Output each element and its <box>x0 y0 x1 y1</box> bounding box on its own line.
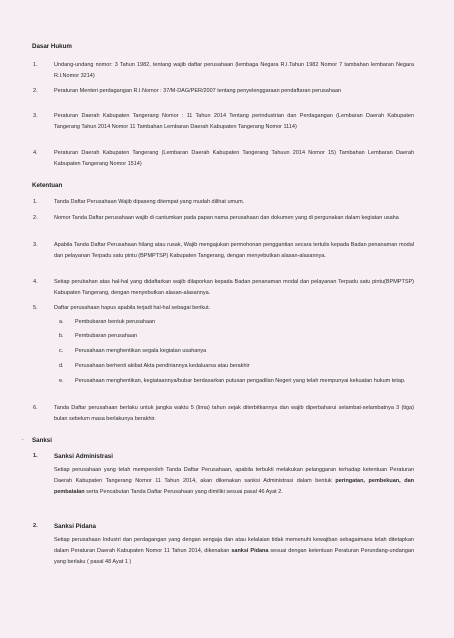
text-part: Setiap perusahaan yang telah memperoleh Tanda Daftar Perusahaan, apabila terbukti melakukan pelanggaran terhadap ketentuan Peraturan Daerah Kabupaten Tangerang Nomor 11 Tahun 2014, akan dikenakan sanksi Administrasi dalam bentuk <box>54 467 414 484</box>
list-number: 2. <box>33 523 38 529</box>
list-item-text: Undang-undang nomor: 3 Tahun 1982, tentang wajib daftar perusahaan (lembaga Negara R.I.Tahun 1982 Nomor 7 tambahan lembaran Negara R.I.Nomor 3214) <box>54 62 414 79</box>
list-number: 1. <box>33 62 38 68</box>
list-item-text: Apabila Tanda Daftar Perusahaan hilang atau rusak, Wajib mengajukan permohonan penggantian secara tertulis kepada Badan penanaman modal dan pelayanan Terpadu satu pintu (BPMPTSP) Kabupaten Tangerang, dengan menyebutkan alasan-alasannya. <box>54 242 414 259</box>
list-number: 5. <box>33 305 38 311</box>
list-item-text: Daftar perusahaan hapus apabila terjadi hal-hal sebagai berikut. <box>54 305 211 311</box>
sub-list-item-text: Perusahaan berhenti akibat Akta pendiriannya kedaluarsa atau berakhir <box>75 363 250 369</box>
sub-list-letter: a. <box>59 319 64 325</box>
sub-list-item-text: Pembubaran bentuk perusahaan <box>75 319 156 325</box>
list-number: 3. <box>33 113 38 119</box>
list-number: 1. <box>33 453 38 459</box>
list-number: 6. <box>33 405 38 411</box>
sub-list-item-text: Perusahaan menghentikan, kegiataannya/bubar berdasarkan putusan pengadilan Negeri yang telah mempunyai kekuatan hukum tetap. <box>75 378 406 384</box>
sub-list-letter: d. <box>59 363 64 369</box>
sub-list-letter: e. <box>59 378 64 384</box>
list-number: 2. <box>33 88 38 94</box>
text-bold: sanksi Pidana <box>231 548 269 554</box>
list-number: 4. <box>33 150 38 156</box>
list-item-text: Peraturan Menteri perdagangan R.I.Nomor : 37/M-DAG/PER/2007 tentang penyelenggaraan pendaftaran perusahaan <box>54 88 342 94</box>
text-part: Setiap perusahaan Industri dan perdagangan yang dengan sengaja dan atau kelalaian tidak memenuhi kewajiban sebagaimana telah ditetapkan dalam Peraturan Daerah Kabupaten Nomor 11 Tahun 2014, dikenakan <box>54 537 414 554</box>
list-item-text: Nomor Tanda Daftar perusahaan wajib di cantumkan pada papan nama perusahaan dan dokumen yang di pergunakan dalam kegiatan usaha <box>54 215 399 221</box>
list-number: 1. <box>33 199 38 205</box>
list-item-text: Tanda Daftar perusahaan berlaku untuk jangka waktu 5 (lima) tahun sejak diterbitkannya dan wajib diperbaharui selambat-selambatnya 3 (tiga) bulan sebelum masa berlakunya berakhir. <box>54 405 414 422</box>
section-heading-sanksi: Sanksi <box>32 437 52 444</box>
text-part: sesuai dengan ketentuan Peraturan Perundang-undangan yang berlaku ( pasal 48 Ayat 1 ) <box>54 548 415 565</box>
section-bullet: . <box>22 436 24 442</box>
list-number: 2. <box>33 215 38 221</box>
list-number: 3. <box>33 242 38 248</box>
sub-list-letter: b. <box>59 333 64 339</box>
list-item-text: Setiap perubahan atas hal-hal yang didaftarkan wajib dilaporkan kepada Badan penanaman modal dan pelayanan Terpadu satu pintu(BPMPTSP) Kabupaten Tangerang, dengan menyebutkan alasan-alasannya. <box>54 279 414 296</box>
subsection-text <box>54 465 414 498</box>
section-heading-dasar-hukum: Dasar Hukum <box>32 43 72 50</box>
sub-list-letter: c. <box>59 348 64 354</box>
sub-list-item-text: Perusahaan menghentikan segala kegiatan usahanya <box>75 348 207 354</box>
text-part: serta Pencabutan Tanda Daftar Perusahaan yang dimiliki sesuai pasal 46 Ayat 2. <box>84 489 283 495</box>
subsection-text <box>54 535 414 568</box>
list-item-text: Peraturan Daerah Kabupaten Tangerang (Lembaran Daerah Kabupaten Tangerang Tahuun 2014 Nomor 15) Tambahan Lembaran Daerah Kabupaten Tangerang Nomor 1514) <box>54 150 414 167</box>
sub-list-item-text: Pembubaran perusahaan <box>75 333 138 339</box>
subsection-title: Sanksi Administrasi <box>54 453 113 460</box>
section-heading-ketentuan: Ketentuan <box>32 182 63 189</box>
list-number: 4. <box>33 279 38 285</box>
list-item-text: Peraturan Daerah Kabupaten Tangerang Nomor : 11 Tahun 2014 Tentang perindustrian dan Perdagangan (Lembaran Daerah Kabupaten Tangerang Tahun 2014 Nomor 11 Tambahan Lembaran Daerah Kabupaten Tangerang Nomor 1114) <box>54 113 414 130</box>
text-bold: peringatan, pembekuan, dan pembatalan <box>54 478 414 495</box>
subsection-title: Sanksi Pidana <box>54 523 96 530</box>
list-item-text: Tanda Daftar Perusahaan Wajib dipaseng ditempat yang mudah dilihat umum. <box>54 199 245 205</box>
